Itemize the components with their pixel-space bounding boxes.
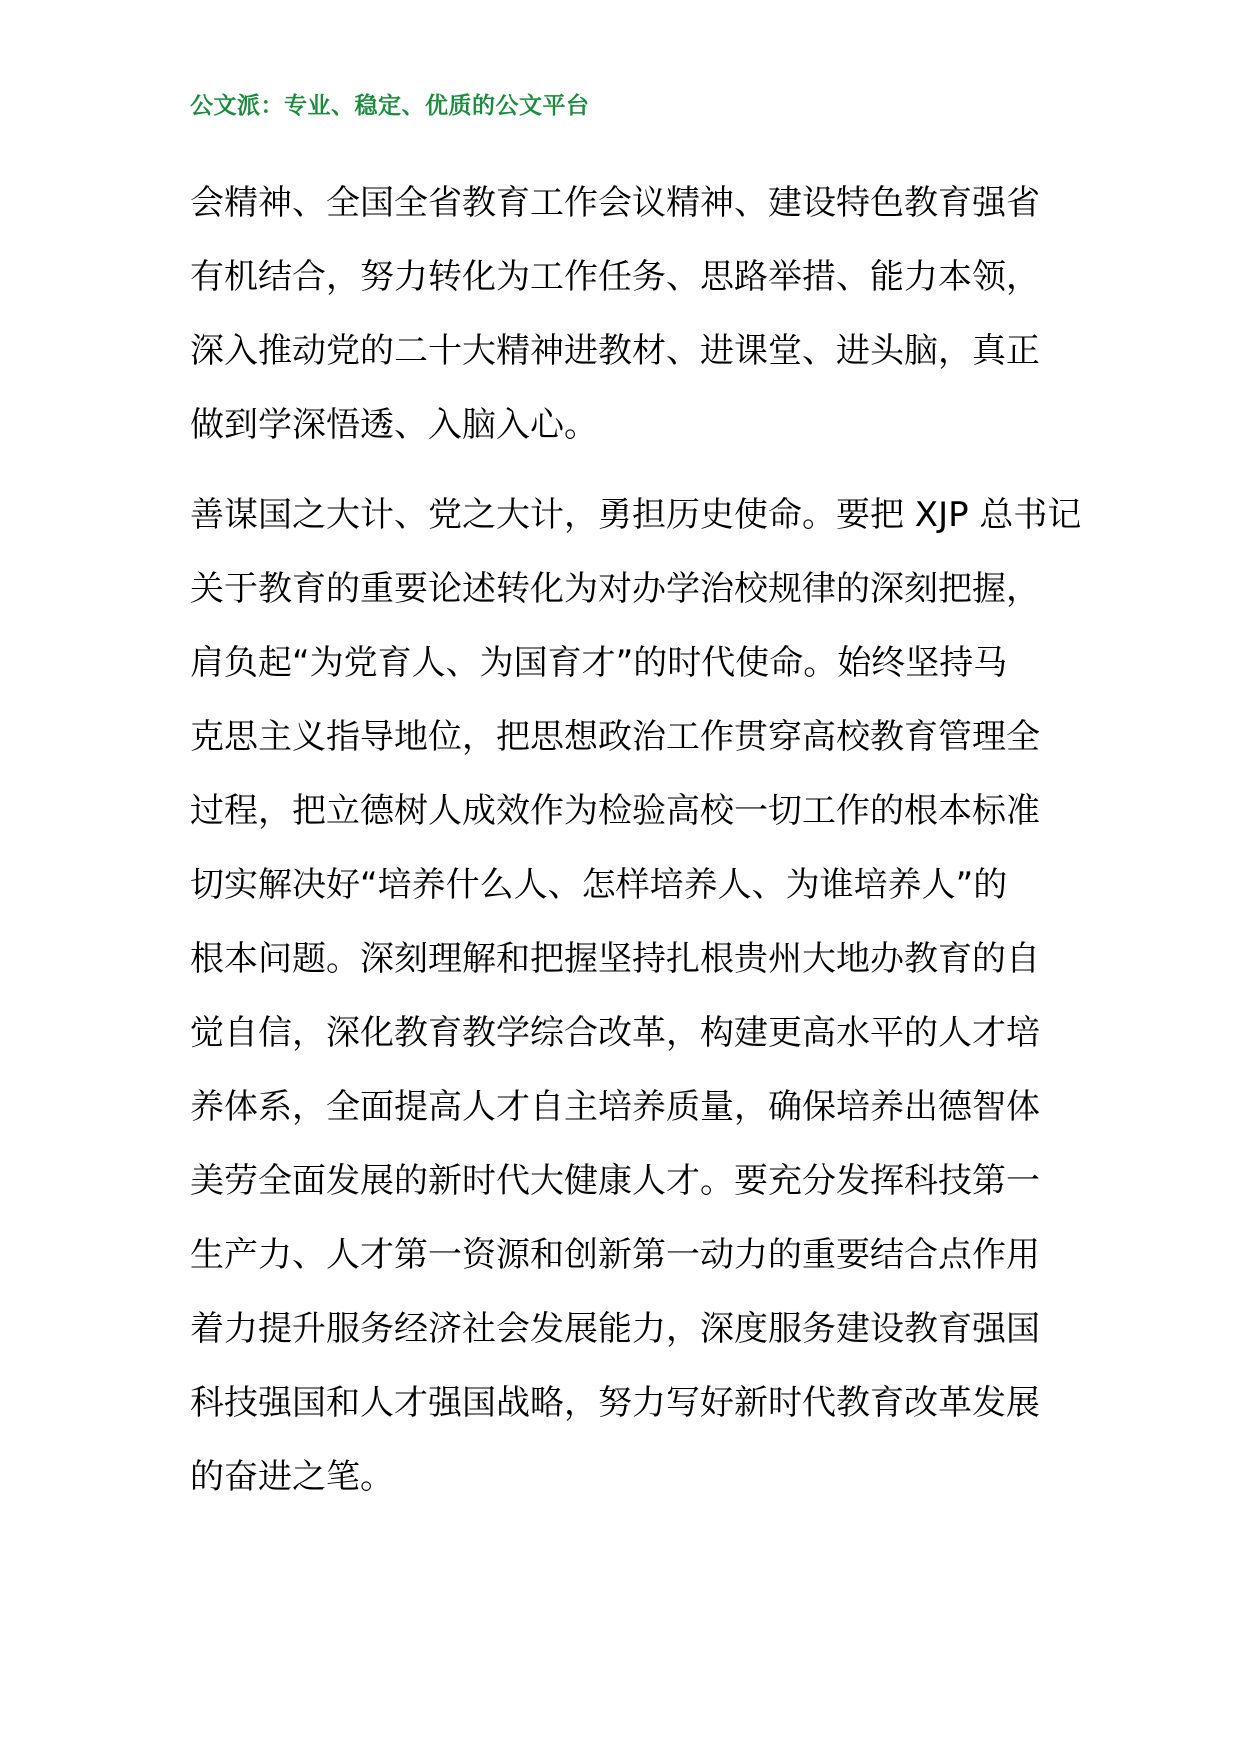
text-line: 做到学深悟透、入脑入心。 — [190, 405, 598, 445]
text-line: 的奋进之笔。 — [190, 1457, 394, 1497]
text-line: 肩负起“为党育人、为国育才”的时代使命。始终坚持马 — [190, 643, 1008, 683]
text-line: 过程，把立德树人成效作为检验高校一切工作的根本标准 — [190, 791, 1040, 831]
text-line: 切实解决好“培养什么人、怎样培养人、为谁培养人”的 — [190, 865, 1008, 905]
paragraph-2 — [190, 478, 1082, 1514]
text-line: 科技强国和人才强国战略，努力写好新时代教育改革发展 — [190, 1383, 1040, 1423]
text-line: 会精神、全国全省教育工作会议精神、建设特色教育强省 — [190, 183, 1040, 223]
text-line: 觉自信，深化教育教学综合改革，构建更高水平的人才培 — [190, 1013, 1040, 1053]
text-line: 关于教育的重要论述转化为对办学治校规律的深刻把握， — [190, 569, 1040, 609]
text-line: 克思主义指导地位，把思想政治工作贯穿高校教育管理全 — [190, 717, 1040, 757]
text-line: 深入推动党的二十大精神进教材、进课堂、进头脑，真正 — [190, 331, 1040, 371]
text-line: 善谋国之大计、党之大计，勇担历史使命。要把 XJP 总书记 — [190, 495, 1082, 535]
paragraph-1 — [190, 166, 1060, 462]
text-line: 养体系，全面提高人才自主培养质量，确保培养出德智体 — [190, 1087, 1040, 1127]
text-line: 有机结合，努力转化为工作任务、思路举措、能力本领， — [190, 257, 1040, 297]
text-line: 着力提升服务经济社会发展能力，深度服务建设教育强国 — [190, 1309, 1040, 1349]
text-line: 生产力、人才第一资源和创新第一动力的重要结合点作用 — [190, 1235, 1040, 1275]
page-header: 公文派：专业、稳定、优质的公文平台 — [190, 93, 590, 119]
text-line: 根本问题。深刻理解和把握坚持扎根贵州大地办教育的自 — [190, 939, 1040, 979]
document-body — [190, 166, 1082, 1530]
text-line: 美劳全面发展的新时代大健康人才。要充分发挥科技第一 — [190, 1161, 1040, 1201]
